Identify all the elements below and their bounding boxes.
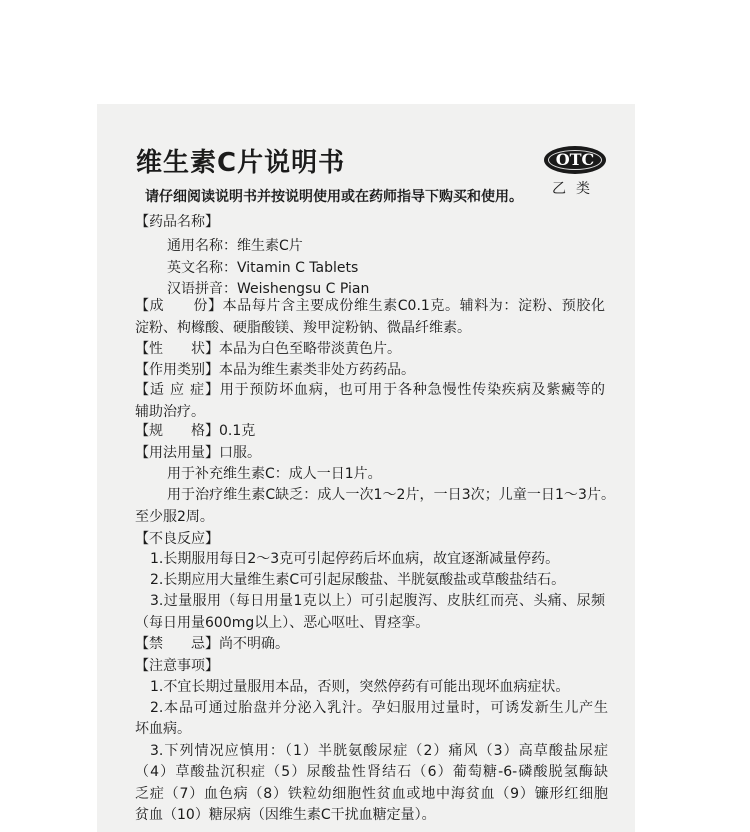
section-dosage: 【用法用量】口服。 [135, 445, 261, 461]
usage-notice: 请仔细阅读说明书并按说明使用或在药师指导下购买和使用。 [145, 189, 523, 205]
indications-continued: 辅助治疗。 [135, 404, 205, 420]
precaution-3: 3.下列情况应慎用：（1）半胱氨酸尿症（2）痛风（3）高草酸盐尿症 [150, 743, 608, 759]
generic-name: 通用名称：维生素C片 [167, 238, 303, 254]
section-appearance: 【性 状】本品为白色至略带淡黄色片。 [135, 341, 401, 357]
precaution-3-continued-1: （4）草酸盐沉积症（5）尿酸盐性肾结石（6）葡萄糖-6-磷酸脱氢酶缺 [135, 764, 608, 780]
dosage-duration: 至少服2周。 [135, 509, 214, 525]
adverse-reaction-1: 1.长期服用每日2～3克可引起停药后坏血病，故宜逐渐减量停药。 [150, 551, 560, 567]
precaution-3-continued-2: 乏症（7）血色病（8）铁粒幼细胞性贫血或地中海贫血（9）镰形红细胞 [135, 786, 608, 802]
precaution-2-continued: 坏血病。 [135, 721, 191, 737]
otc-badge [545, 147, 605, 173]
precaution-2: 2.本品可通过胎盘并分泌入乳汁。孕妇服用过量时，可诱发新生儿产生 [150, 700, 608, 716]
drug-category: 乙类 [552, 181, 600, 197]
section-ingredients: 【成 份】本品每片含主要成份维生素C0.1克。辅料为：淀粉、预胶化 [135, 298, 605, 314]
adverse-reaction-3-continued: （每日用量600mg以上）、恶心呕吐、胃痉挛。 [135, 615, 430, 631]
otc-badge-label: OTC [555, 150, 595, 169]
precaution-3-continued-3: 贫血（10）糖尿病（因维生素C干扰血糖定量）。 [135, 807, 436, 823]
section-drug-name: 【药品名称】 [135, 214, 219, 230]
section-precautions: 【注意事项】 [135, 658, 219, 674]
section-action-category: 【作用类别】本品为维生素类非处方药药品。 [135, 362, 415, 378]
ingredients-continued: 淀粉、枸橼酸、硬脂酸镁、羧甲淀粉钠、微晶纤维素。 [135, 320, 471, 336]
document-title: 维生素C片说明书 [136, 148, 346, 178]
dosage-supplement: 用于补充维生素C：成人一日1片。 [167, 466, 382, 482]
english-name: 英文名称：Vitamin C Tablets [167, 260, 359, 276]
adverse-reaction-3: 3.过量服用（每日用量1克以上）可引起腹泻、皮肤红而亮、头痛、尿频 [150, 593, 605, 609]
section-contraindications: 【禁 忌】尚不明确。 [135, 636, 289, 652]
dosage-treatment: 用于治疗维生素C缺乏：成人一次1～2片，一日3次；儿童一日1～3片。 [167, 487, 615, 503]
section-indications: 【适 应 症】用于预防坏血病，也可用于各种急慢性传染疾病及紫癜等的 [135, 382, 605, 398]
pinyin-name: 汉语拼音：Weishengsu C Pian [167, 281, 370, 297]
adverse-reaction-2: 2.长期应用大量维生素C可引起尿酸盐、半胱氨酸盐或草酸盐结石。 [150, 572, 566, 588]
precaution-1: 1.不宜长期过量服用本品，否则，突然停药有可能出现坏血病症状。 [150, 679, 570, 695]
section-specification: 【规 格】0.1克 [135, 423, 256, 439]
section-adverse-reactions: 【不良反应】 [135, 531, 219, 547]
